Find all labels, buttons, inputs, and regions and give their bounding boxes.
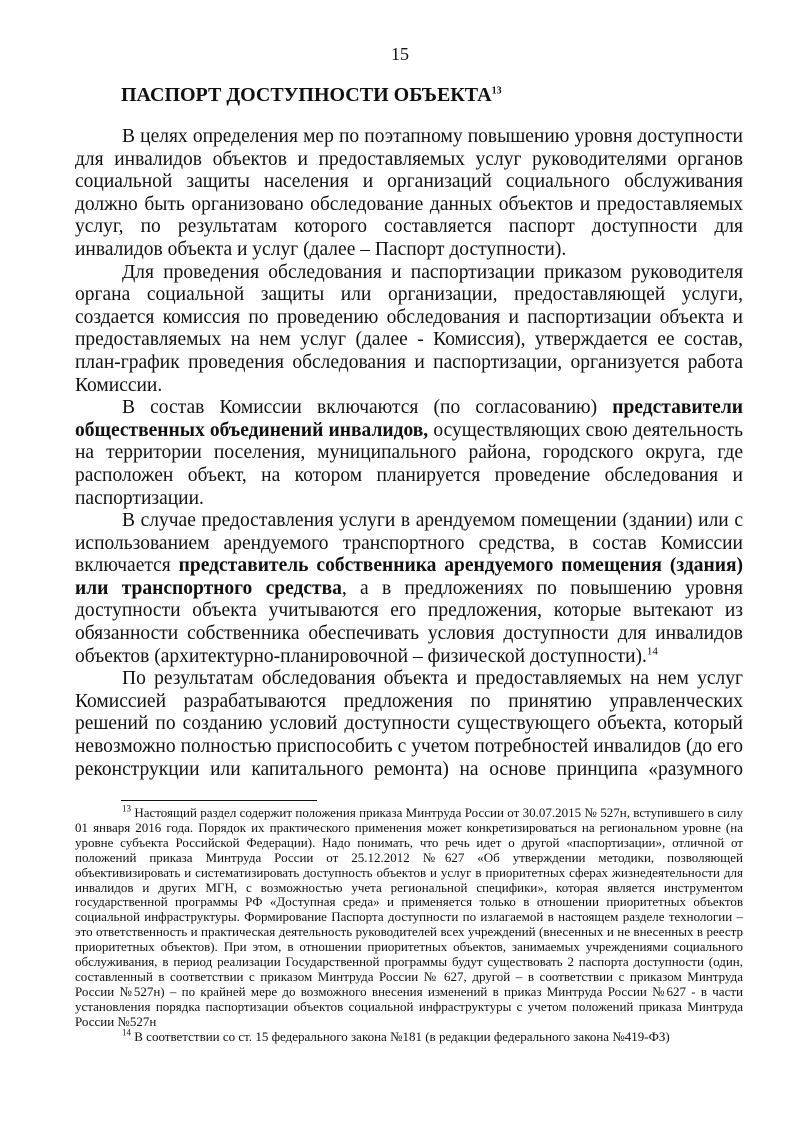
footnote-13-text: Настоящий раздел содержит положения приказа Минтруда России от 30.07.2015 № 527н, вступившего в силу 01 января 2016 года. Порядок их практического применения может конкретизироваться на региональном уровне (на уровне субъекта Российской Федерации). Надо понимать, что речь идет о другой «паспортизации», отличной от положений приказа Минтруда России от 25.12.2012 №627 «Об утверждении методики, позволяющей объективизировать и систематизировать доступность объектов и услуг в приоритетных сферах жизнедеятельности для инвалидов и других МГН, с возможностью учета региональной специфики», которая является инструментом государственной программы РФ «Доступная среда» и применяется только в отношении приоритетных объектов социальной инфраструктуры. Формирование Паспорта доступности по излагаемой в настоящем разделе технологии – это ответственность и практическая деятельность руководителей всех учреждений (внесенных и не внесенных в реестр приоритетных объектов). При этом, в отношении приоритетных объектов, занимаемых учреждениями социального обслуживания, в период реализации Государственной программы будут существовать 2 паспорта доступности (один, составленный в соответствии с приказом Минтруда России № 627, другой – в соответствии с приказом Минтруда России №527н) – по крайней мере до возможного внесения изменений в приказ Минтруда России №627 - в части установления порядка паспортизации объектов социальной инфраструктуры с учетом положений приказа Минтруда России №527н [75, 805, 743, 1029]
footnote-separator [121, 800, 317, 801]
paragraph-survey-results-text: По результатам обследования объекта и предоставляемых на нем услуг Комиссией разрабатываются предложения по принятию управленческих решений по созданию условий доступности существующего объекта, который невозможно полностью приспособить с учетом потребностей инвалидов (до его реконструкции или капитального ремонта) на основе принципа «разумного [75, 668, 743, 780]
footnote-ref-14[interactable]: 14 [646, 645, 658, 658]
paragraph-commission-composition [75, 397, 743, 510]
page-number: 15 [391, 44, 409, 64]
footnote-14-marker: 14 [122, 1027, 131, 1038]
body-text [75, 126, 743, 781]
paragraph-survey-results [75, 668, 743, 781]
footnote-13-marker: 13 [122, 803, 131, 814]
paragraph-leased-emphasis: представитель собственника арендуемого помещения (здания) или транспортного средства [75, 555, 743, 599]
footnotes [75, 803, 743, 1045]
paragraph-commission-creation-text: Для проведения обследования и паспортизации приказом руководителя органа социальной защиты или организации, предоставляющей услуги, создается комиссия по проведению обследования и паспортизации объекта и предоставляемых на нем услуг (далее - Комиссия), утверждается ее состав, план-график проведения обследования и паспортизации, организуется работа Комиссии. [75, 261, 743, 396]
paragraph-commission-creation [75, 262, 743, 398]
section-title-text: ПАСПОРТ ДОСТУПНОСТИ ОБЪЕКТА [121, 84, 492, 106]
paragraph-leased-premises [75, 510, 743, 668]
section-title [121, 84, 502, 107]
paragraph-purpose-text: В целях определения мер по поэтапному повышению уровня доступности для инвалидов объектов и предоставляемых услуг руководителями органов социальной защиты населения и организаций социального обслуживания должно быть организовано обследование данных объектов и предоставляемых услуг, по результатам которого составляется паспорт доступности для инвалидов объекта и услуг (далее – Паспорт доступности). [75, 126, 743, 260]
footnote-ref-13[interactable]: 13 [491, 85, 502, 97]
footnote-13 [75, 803, 743, 1030]
paragraph-composition-text-end: осуществляющих свою деятельность на территории поселения, муниципального района, городского округа, где расположен объект, на котором планируется проведение обследования и паспортизации. [75, 419, 743, 509]
paragraph-composition-text-start: В состав Комиссии включаются (по согласованию) [122, 397, 613, 419]
paragraph-purpose [75, 126, 743, 262]
footnote-14 [75, 1027, 743, 1045]
paragraph-leased-text-start: В случае предоставления услуги в арендуемом помещении (здании) или с использованием арендуемого транспортного средства, в состав Комиссии включается [75, 510, 743, 577]
footnote-14-text: В соответствии со ст. 15 федерального закона №181 (в редакции федерального закона №419-ФЗ) [131, 1028, 670, 1044]
paragraph-composition-emphasis: представители общественных объединений инвалидов, [75, 397, 743, 441]
paragraph-leased-text-end: , а в предложениях по повышению уровня доступности объекта учитываются его предложения, которые вытекают из обязанности собственника обеспечивать условия доступности для инвалидов объектов (архитектурно-планировочной – физической доступности). [75, 577, 743, 667]
